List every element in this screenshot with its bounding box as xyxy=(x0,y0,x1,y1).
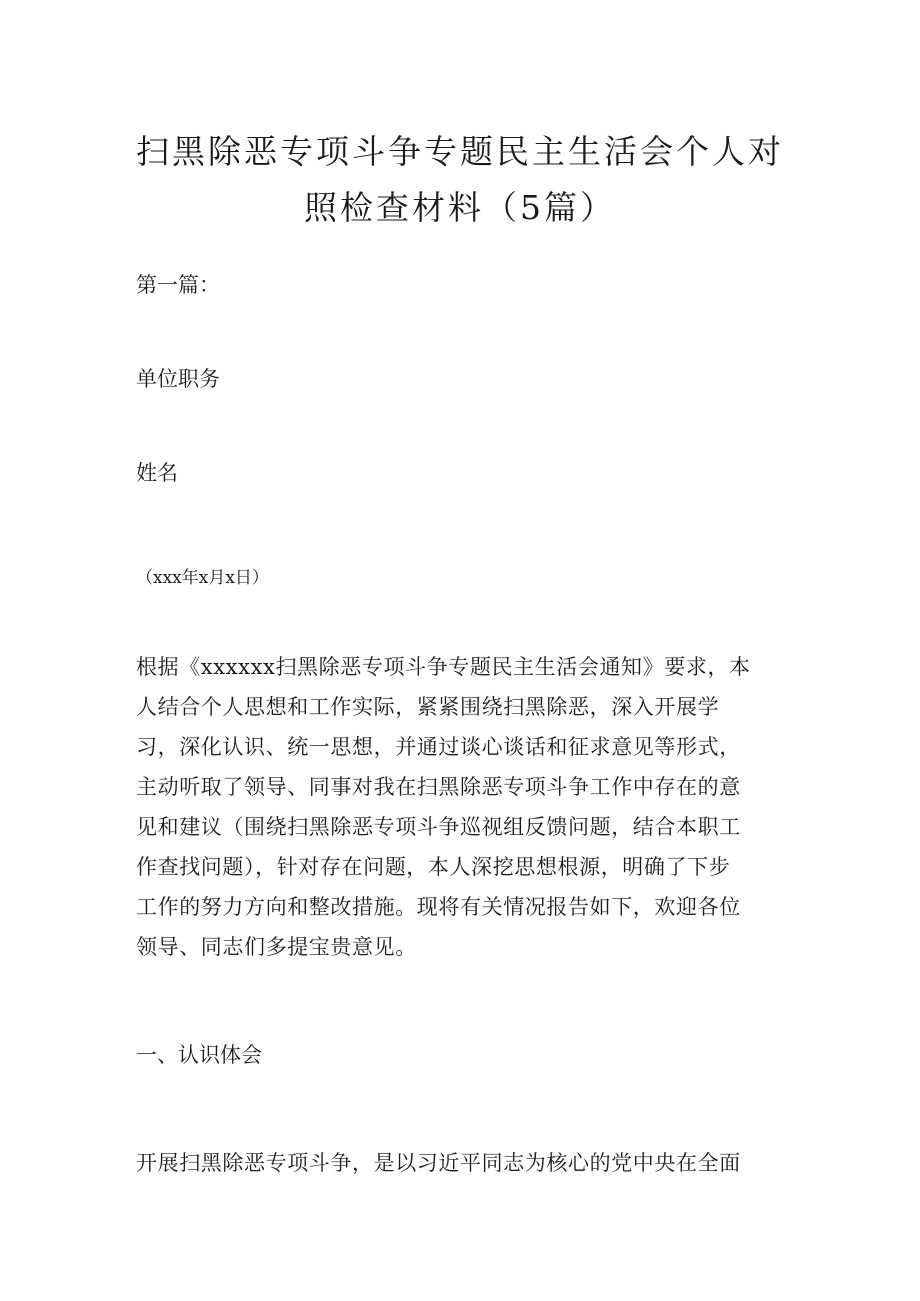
intro-line: 主动听取了领导、同事对我在扫黑除恶专项斗争工作中存在的意 xyxy=(136,775,741,799)
intro-line: 作查找问题），针对存在问题，本人深挖思想根源，明确了下步 xyxy=(136,855,731,879)
title-line-2: 照检查材料（5篇） xyxy=(304,188,616,227)
unit-label: 单位职务 xyxy=(136,367,220,391)
section-heading: 一、认识体会 xyxy=(136,1043,262,1067)
intro-line: 根据《xxxxxx扫黑除恶专项斗争专题民主生活会通知》要求，本 xyxy=(136,655,751,679)
intro-paragraph xyxy=(136,647,788,967)
intro-line: 见和建议（围绕扫黑除恶专项斗争巡视组反馈问题，结合本职工 xyxy=(136,815,741,839)
date-line: （xxx年x月x日） xyxy=(136,568,269,588)
section-label: 第一篇： xyxy=(136,273,220,297)
intro-line: 领导、同志们多提宝贵意见。 xyxy=(136,935,417,959)
intro-line: 人结合个人思想和工作实际，紧紧围绕扫黑除恶，深入开展学 xyxy=(136,695,720,719)
intro-line: 习，深化认识、统一思想，并通过谈心谈话和征求意见等形式， xyxy=(136,735,741,759)
name-label: 姓名 xyxy=(136,461,178,485)
document-title xyxy=(120,124,800,236)
title-line-1: 扫黑除恶专项斗争专题民主生活会个人对 xyxy=(136,132,784,171)
intro-line: 工作的努力方向和整改措施。现将有关情况报告如下，欢迎各位 xyxy=(136,895,741,919)
body-line: 开展扫黑除恶专项斗争，是以习近平同志为核心的党中央在全面 xyxy=(136,1151,741,1175)
